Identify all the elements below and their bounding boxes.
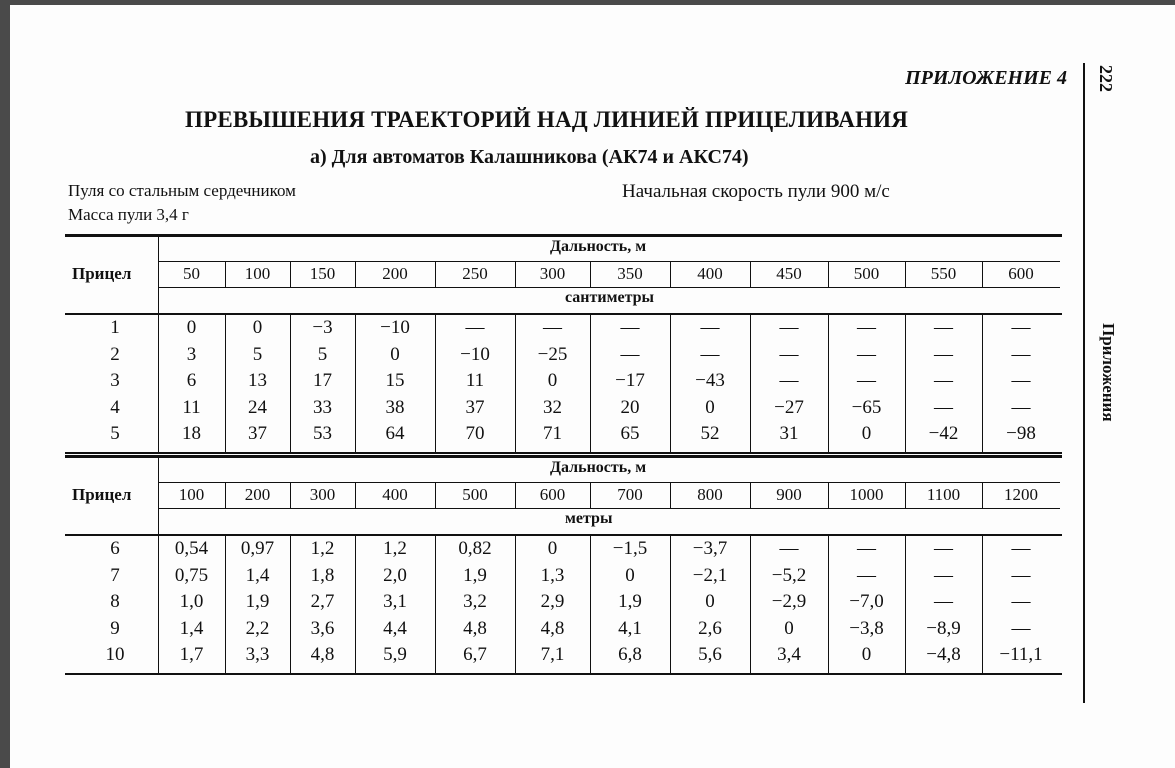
table-cell: 1,2 [383, 538, 407, 559]
table-cell: 3,2 [463, 591, 487, 612]
range-column-header: 450 [776, 264, 802, 283]
table-cell: 71 [543, 423, 562, 444]
body-left-rule [158, 534, 159, 673]
units-label: сантиметры [565, 289, 655, 306]
range-column-header: 400 [697, 264, 723, 283]
table-cell: — [934, 343, 953, 365]
page-title: ПРЕВЫШЕНИЯ ТРАЕКТОРИЙ НАД ЛИНИЕЙ ПРИЦЕЛИВАНИЯ [185, 107, 909, 132]
table-cell: 3,6 [310, 617, 335, 639]
range-column-header: 550 [930, 264, 957, 283]
table-cell: 0 [625, 564, 635, 586]
column-separator [290, 261, 291, 287]
column-separator [670, 261, 671, 287]
range-column-header: 500 [462, 485, 488, 504]
table-cell: 1,4 [179, 617, 204, 639]
table-cell: 20 [620, 396, 640, 418]
column-separator [750, 313, 751, 452]
table-cell: 2,0 [383, 564, 407, 586]
table-cell: −1,5 [612, 538, 648, 559]
range-column-header: 1000 [849, 485, 884, 504]
table-cell: 1,2 [310, 538, 335, 559]
column-separator [355, 534, 356, 673]
table-cell: — [934, 396, 953, 418]
table-cell: — [1011, 591, 1031, 612]
range-header: Дальность, м [550, 238, 647, 255]
table-cell: 0 [705, 396, 715, 418]
table-cell: — [465, 317, 485, 338]
table-cell: — [1011, 617, 1031, 639]
column-separator [225, 261, 226, 287]
table-cell: 0 [861, 644, 872, 665]
table-cell: 11 [182, 396, 201, 418]
table-cell: — [700, 317, 720, 338]
table-cell: 0 [861, 423, 872, 444]
sight-value: 6 [110, 538, 120, 559]
table-cell: 0 [390, 343, 400, 365]
column-separator [590, 534, 591, 673]
table-cell: 33 [313, 396, 332, 418]
table-cell: — [857, 538, 876, 559]
sight-value: 4 [110, 396, 120, 418]
column-separator [982, 313, 983, 452]
column-separator [225, 482, 226, 508]
range-column-header: 250 [462, 264, 488, 283]
table-cell: 65 [620, 423, 640, 444]
table-cell: 0 [547, 370, 558, 391]
table-bottom-rule [65, 673, 1062, 675]
table-cell: −65 [851, 396, 882, 418]
column-separator [225, 534, 226, 673]
table-cell: 1,7 [179, 644, 204, 665]
table-cell: 6,7 [463, 644, 487, 665]
column-separator [750, 482, 751, 508]
side-caption: Приложения [1099, 323, 1118, 422]
table-cell: 70 [465, 423, 485, 444]
range-column-header: 600 [539, 485, 566, 504]
table-top-rule [65, 234, 1062, 237]
table-cell: −2,1 [692, 564, 728, 586]
table-cell: 0 [252, 317, 263, 338]
table-cell: — [1011, 370, 1031, 391]
table-cell: 0,54 [174, 538, 209, 559]
range-column-header: 200 [244, 485, 271, 504]
table-cell: — [934, 370, 953, 391]
range-header-rule [158, 261, 1060, 262]
table-cell: 4,1 [618, 617, 642, 639]
range-column-header: 900 [776, 485, 802, 504]
table-cell: — [700, 343, 720, 365]
side-rule [1083, 63, 1085, 703]
table-cell: 3,1 [383, 591, 407, 612]
column-separator [515, 482, 516, 508]
range-column-header: 100 [244, 264, 271, 283]
sight-value: 5 [110, 423, 120, 444]
table-cell: 4,8 [463, 617, 487, 639]
column-separator [290, 534, 291, 673]
table-cell: 37 [465, 396, 485, 418]
column-separator [828, 313, 829, 452]
table-cell: — [1011, 343, 1031, 365]
table-cell: 38 [385, 396, 405, 418]
table-cell: 1,3 [540, 564, 565, 586]
table-cell: −2,9 [771, 591, 807, 612]
table-cell: −11,1 [999, 644, 1043, 665]
column-separator [435, 482, 436, 508]
column-separator [290, 313, 291, 452]
table-cell: 11 [465, 370, 485, 391]
page-number: 222 [1096, 65, 1116, 92]
muzzle-velocity: Начальная скорость пули 900 м/с [622, 181, 890, 202]
column-separator [355, 313, 356, 452]
table-cell: — [779, 317, 799, 338]
table-cell: 0 [186, 317, 197, 338]
table-cell: −3,8 [849, 617, 884, 639]
table-cell: 1,9 [463, 564, 487, 586]
table-cell: — [934, 591, 953, 612]
page-subtitle: а) Для автоматов Калашникова (АК74 и АКС74) [310, 146, 749, 168]
table-top-rule [65, 455, 1062, 458]
range-column-header: 100 [178, 485, 205, 504]
sight-header: Прицел [72, 264, 132, 283]
table-cell: 3,4 [777, 644, 801, 665]
table-cell: 5,9 [383, 644, 407, 665]
table-cell: 15 [385, 370, 405, 391]
column-separator [982, 261, 983, 287]
sight-value: 3 [110, 370, 120, 391]
units-rule [158, 287, 1060, 288]
sight-value: 1 [110, 317, 120, 338]
table-cell: 24 [248, 396, 267, 418]
column-separator [750, 261, 751, 287]
table-cell: 1,0 [179, 591, 204, 612]
appendix-label: ПРИЛОЖЕНИЕ 4 [905, 67, 1067, 89]
column-separator [905, 261, 906, 287]
table-cell: — [1011, 317, 1031, 338]
table-cell: 32 [543, 396, 562, 418]
table-cell: 2,9 [540, 591, 565, 612]
table-cell: — [857, 564, 876, 586]
range-column-header: 800 [697, 485, 723, 504]
table-cell: — [1011, 396, 1031, 418]
range-column-header: 300 [539, 264, 566, 283]
table-cell: 1,9 [245, 591, 270, 612]
column-separator [905, 534, 906, 673]
table-cell: 31 [779, 423, 799, 444]
table-cell: 17 [313, 370, 332, 391]
table-cell: — [1011, 538, 1031, 559]
table-cell: −25 [537, 343, 568, 365]
table-cell: −3,7 [692, 538, 728, 559]
body-top-rule [65, 313, 1062, 315]
table-cell: — [1011, 564, 1031, 586]
table-cell: 3 [186, 343, 197, 365]
range-column-header: 500 [853, 264, 880, 283]
table-cell: 5 [252, 343, 263, 365]
table-cell: 6,8 [618, 644, 642, 665]
table-cell: — [620, 343, 640, 365]
table-cell: 1,8 [310, 564, 335, 586]
range-column-header: 300 [309, 485, 336, 504]
sight-value: 7 [110, 564, 120, 586]
table-cell: 2,2 [245, 617, 270, 639]
table-cell: — [779, 370, 799, 391]
body-top-rule [65, 534, 1062, 536]
range-column-header: 200 [382, 264, 408, 283]
table-cell: 0,75 [174, 564, 209, 586]
table-cell: −17 [615, 370, 645, 391]
table-cell: 37 [248, 423, 267, 444]
table-cell: −5,2 [771, 564, 807, 586]
table-cell: −10 [380, 317, 410, 338]
table-cell: 0 [705, 591, 715, 612]
column-separator [905, 313, 906, 452]
range-header-rule [158, 482, 1060, 483]
table-cell: −8,9 [926, 617, 961, 639]
units-rule [158, 508, 1060, 509]
table-cell: 0 [547, 538, 558, 559]
table-cell: — [620, 317, 640, 338]
table-cell: 3,3 [245, 644, 270, 665]
table-cell: 5 [317, 343, 328, 365]
column-separator [828, 482, 829, 508]
document-page [10, 5, 1175, 768]
sight-header: Прицел [72, 485, 132, 504]
column-separator [982, 482, 983, 508]
range-column-header: 50 [183, 264, 200, 283]
column-separator [435, 261, 436, 287]
column-separator [670, 313, 671, 452]
sight-value: 10 [105, 644, 125, 665]
column-separator [828, 534, 829, 673]
column-separator [435, 534, 436, 673]
table-cell: — [934, 317, 953, 338]
column-separator [982, 534, 983, 673]
range-column-header: 1200 [1004, 485, 1038, 504]
range-column-header: 1100 [926, 485, 961, 504]
table-cell: 5,6 [698, 644, 722, 665]
table-cell: 7,1 [540, 644, 565, 665]
table-cell: −27 [774, 396, 804, 418]
sight-value: 2 [110, 343, 120, 365]
table-bottom-rule [65, 452, 1062, 454]
column-separator [590, 261, 591, 287]
table-cell: −10 [460, 343, 490, 365]
range-column-header: 350 [617, 264, 643, 283]
column-separator [750, 534, 751, 673]
table-cell: 13 [248, 370, 267, 391]
column-separator [355, 261, 356, 287]
table-cell: 2,7 [310, 591, 335, 612]
table-cell: — [857, 343, 876, 365]
table-cell: — [543, 317, 562, 338]
table-cell: 2,6 [698, 617, 722, 639]
range-column-header: 150 [309, 264, 336, 283]
bullet-mass: Масса пули 3,4 г [68, 205, 189, 224]
sight-value: 9 [110, 617, 120, 639]
table-cell: 0 [784, 617, 794, 639]
column-separator [515, 313, 516, 452]
body-left-rule [158, 313, 159, 452]
column-separator [515, 261, 516, 287]
table-cell: — [779, 343, 799, 365]
table-cell: 18 [182, 423, 201, 444]
column-separator [905, 482, 906, 508]
table-cell: 52 [700, 423, 720, 444]
table-cell: 4,8 [540, 617, 565, 639]
table-cell: −3 [312, 317, 333, 338]
range-column-header: 700 [617, 485, 643, 504]
table-cell: 4,4 [383, 617, 407, 639]
column-separator [225, 313, 226, 452]
table-cell: — [857, 317, 876, 338]
range-column-header: 400 [382, 485, 408, 504]
table-cell: −43 [695, 370, 725, 391]
table-cell: 1,4 [245, 564, 270, 586]
table-cell: 53 [313, 423, 332, 444]
table-cell: −7,0 [849, 591, 884, 612]
column-separator [590, 482, 591, 508]
column-separator [670, 534, 671, 673]
column-separator [670, 482, 671, 508]
table-cell: −42 [928, 423, 959, 444]
column-separator [435, 313, 436, 452]
range-header: Дальность, м [550, 459, 647, 476]
table-cell: 4,8 [310, 644, 335, 665]
table-cell: 0,82 [458, 538, 492, 559]
bullet-type: Пуля со стальным сердечником [68, 181, 296, 200]
table-cell: — [779, 538, 799, 559]
column-separator [355, 482, 356, 508]
table-cell: — [934, 564, 953, 586]
table-cell: 6 [186, 370, 197, 391]
table-cell: — [857, 370, 876, 391]
table-cell: −4,8 [926, 644, 961, 665]
table-cell: 0,97 [240, 538, 275, 559]
units-label: метры [565, 510, 613, 527]
sight-value: 8 [110, 591, 120, 612]
column-separator [515, 534, 516, 673]
range-column-header: 600 [1008, 264, 1034, 283]
table-cell: 1,9 [618, 591, 642, 612]
table-cell: 64 [385, 423, 405, 444]
table-cell: −98 [1006, 423, 1036, 444]
column-separator [290, 482, 291, 508]
column-separator [828, 261, 829, 287]
table-cell: — [934, 538, 953, 559]
column-separator [590, 313, 591, 452]
